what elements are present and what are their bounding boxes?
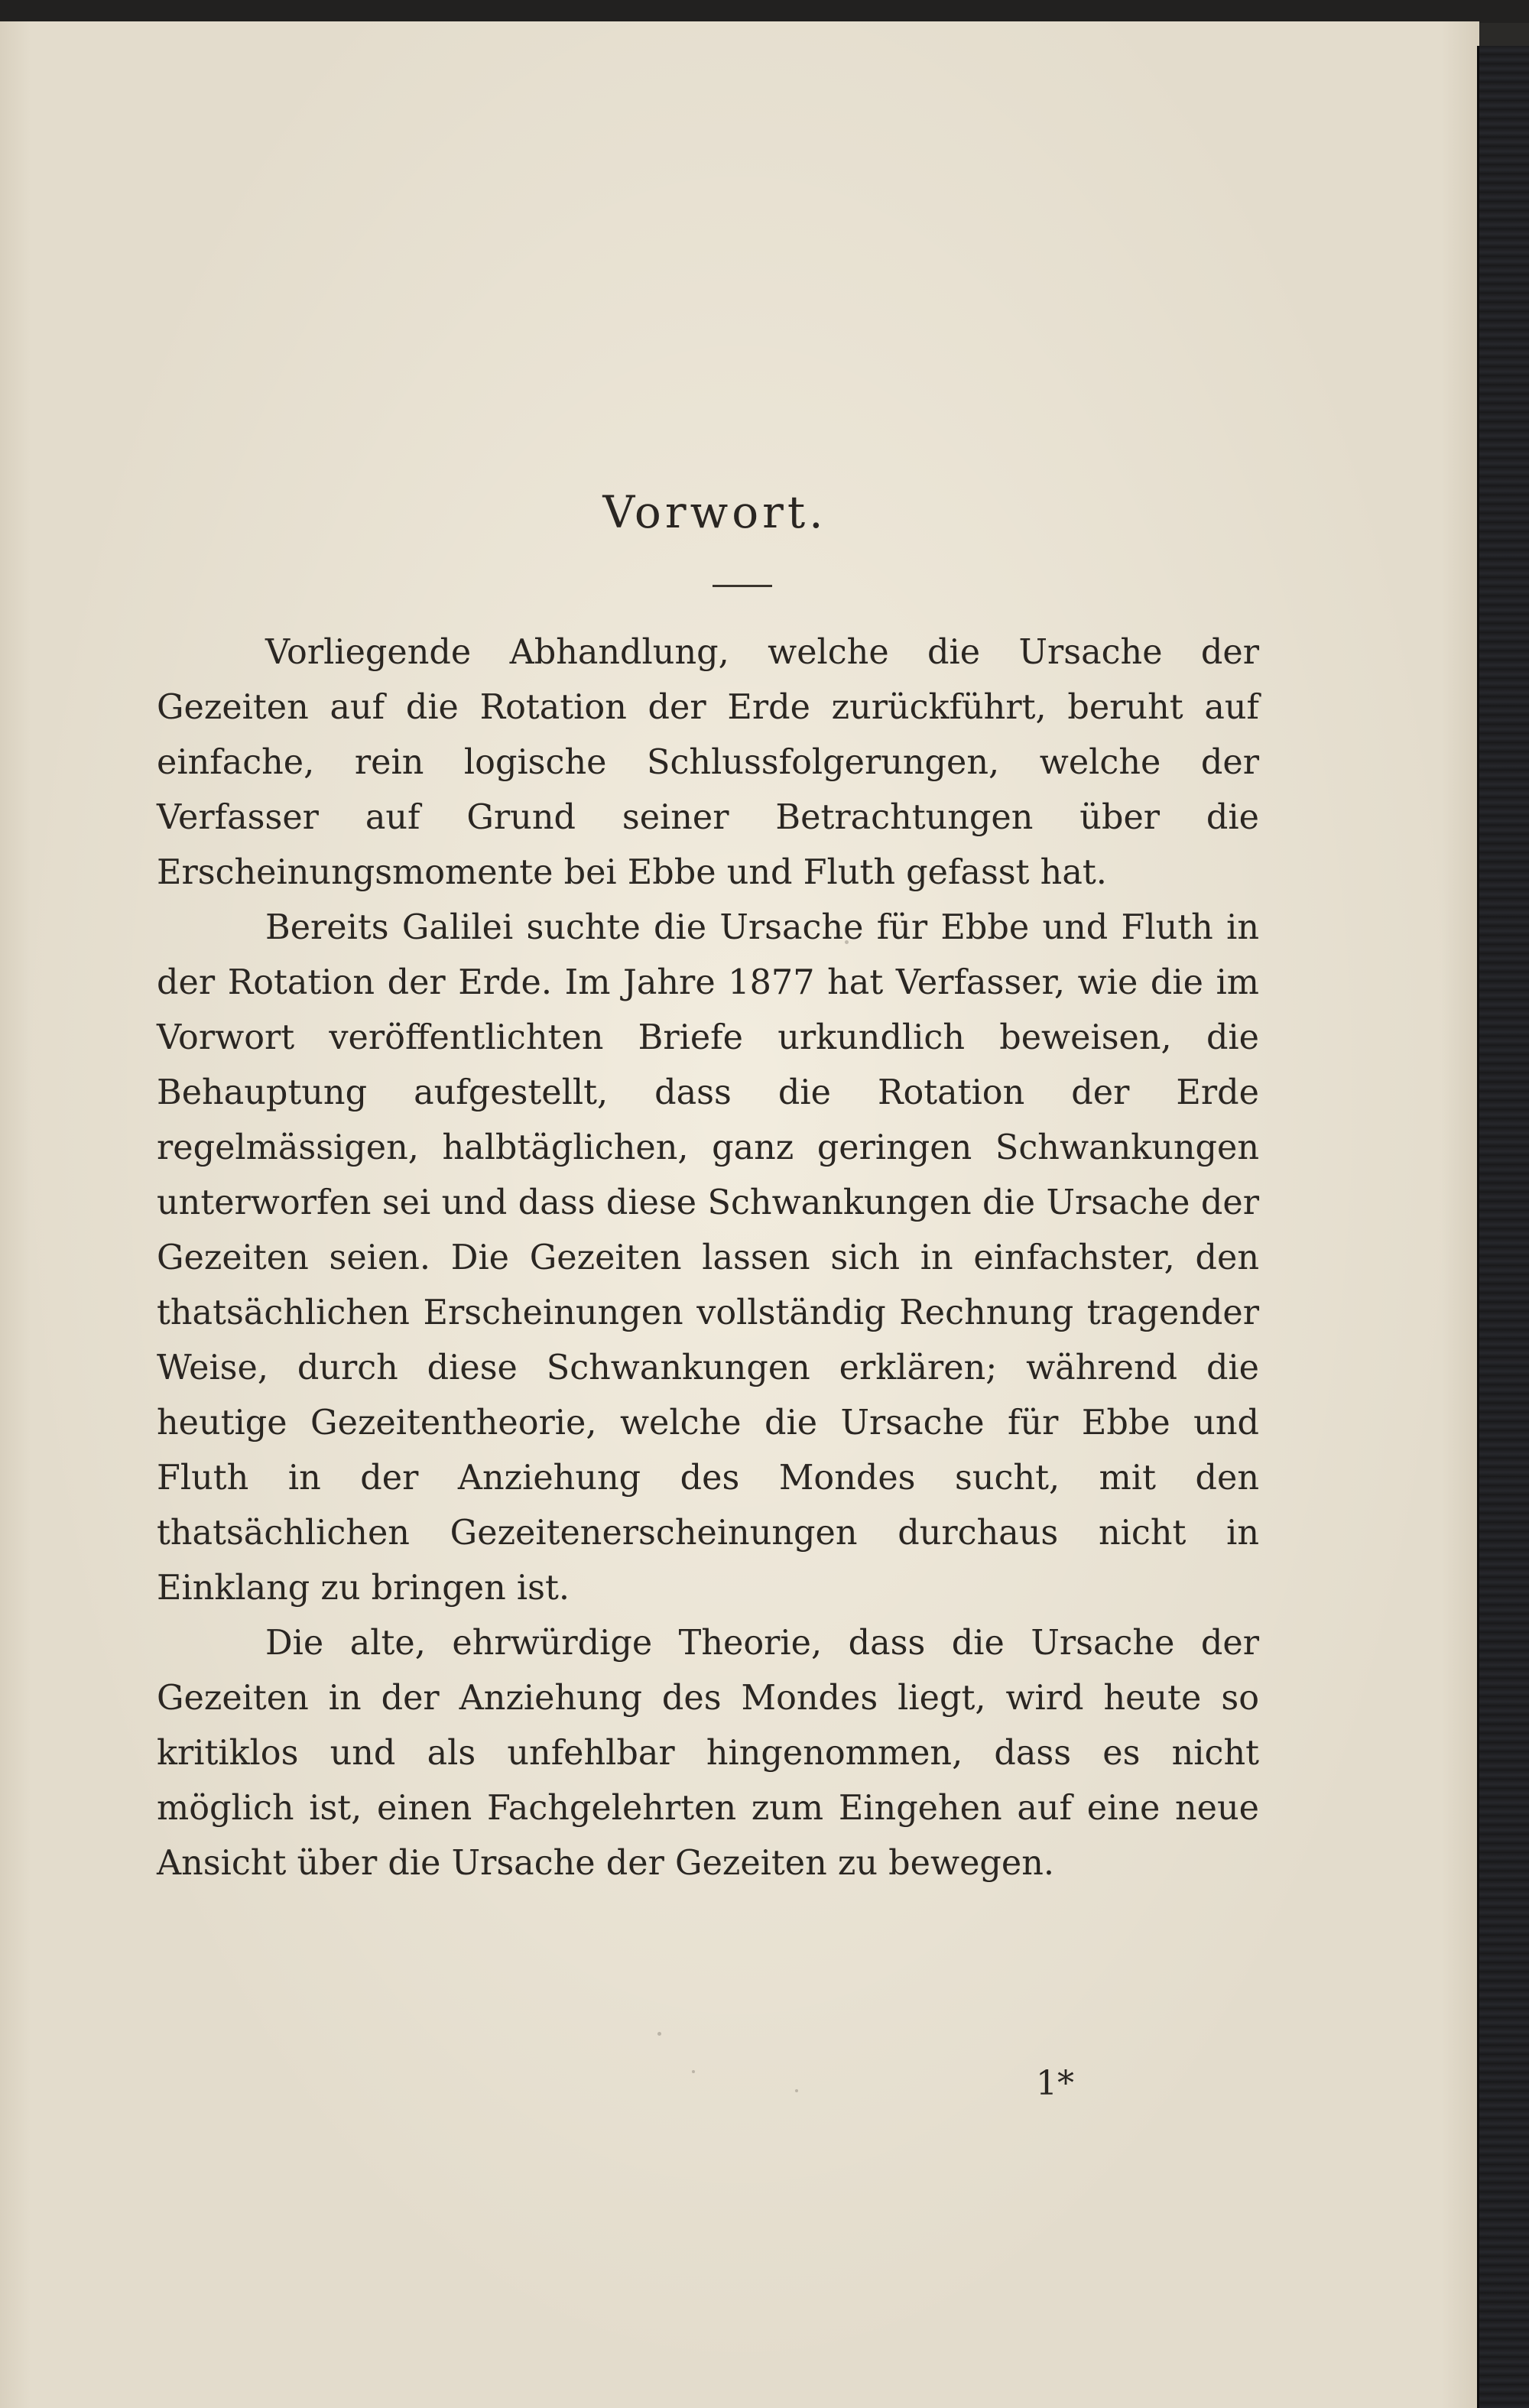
title-divider <box>713 585 772 587</box>
book-page <box>0 21 1479 2408</box>
paper-speck <box>795 2089 798 2092</box>
paragraph-2: Bereits Galilei suchte die Ursache für Ebbe und Fluth in der Rotation der Erde. Im Jahre 1877 hat Verfasser, wie die im Vorwort veröffentlichten Briefe urkundlich beweisen, die Behauptung aufgestellt, dass die Rotation der Erde regelmässigen, halbtäglichen, ganz geringen Schwankungen unterworfen sei und dass diese Schwankungen die Ursache der Gezeiten seien. Die Gezeiten lassen sich in einfachster, den thatsächlichen Erscheinungen vollständig Rechnung tragender Weise, durch diese Schwankungen erklären; während die heutige Gezeitentheorie, welche die Ursache für Ebbe und Fluth in der Anziehung des Mondes sucht, mit den thatsächlichen Gezeitenerscheinungen durchaus nicht in Einklang zu bringen ist. <box>157 908 1259 1608</box>
page-title: Vorwort. <box>602 486 827 538</box>
book-spine-edge <box>1477 46 1529 2408</box>
body-text <box>157 625 1259 1891</box>
paragraph-1: Vorliegende Abhandlung, welche die Ursache der Gezeiten auf die Rotation der Erde zurückführt, beruht auf einfache, rein logische Schlussfolgerungen, welche der Verfasser auf Grund seiner Betrachtungen über die Erscheinungsmomente bei Ebbe und Fluth gefasst hat. <box>157 633 1259 892</box>
top-edge-shadow <box>0 0 1529 23</box>
paper-speck <box>845 940 849 944</box>
paper-speck <box>692 2070 695 2073</box>
paragraph-3: Die alte, ehrwürdige Theorie, dass die Ursache der Gezeiten in der Anziehung des Mondes liegt, wird heute so kritiklos und als unfehlbar hingenommen, dass es nicht möglich ist, einen Fachgelehrten zum Eingehen auf eine neue Ansicht über die Ursache der Gezeiten zu bewegen. <box>157 1624 1259 1883</box>
paper-speck <box>657 2032 661 2036</box>
page-number: 1* <box>1036 2064 1074 2103</box>
